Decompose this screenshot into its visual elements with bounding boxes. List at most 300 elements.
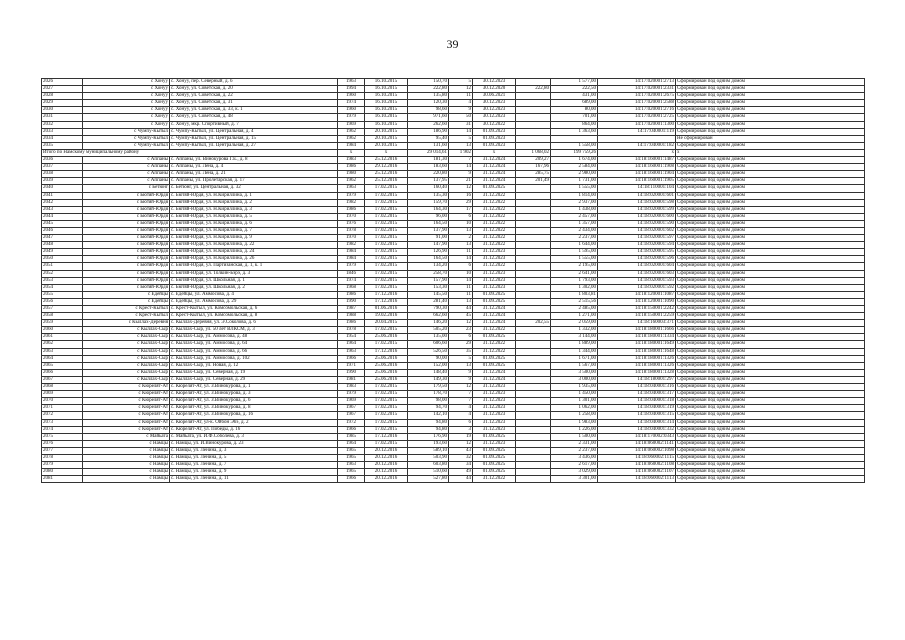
land-area-cell: 1 731,00 (551, 178, 598, 185)
land-area-cell: 1 357,00 (551, 220, 598, 227)
land-area-cell: 1 674,00 (551, 157, 598, 164)
cadastral-number-cell: 14:17:020001:2725 (598, 114, 676, 121)
planned-date-cell: 31.12.2022 (473, 213, 516, 220)
cadastral-number-cell: 14:17:040001:182 (598, 142, 676, 149)
area-cell: 94,80 (408, 426, 449, 433)
table-row (42, 277, 865, 284)
row-number-cell: 2045 (42, 220, 83, 227)
planned-date-cell: 31.12.2023 (473, 284, 516, 291)
table-row (42, 447, 865, 454)
residents-cell: 17 (449, 206, 473, 213)
residents-cell: 7 (449, 391, 473, 398)
address-cell: с. Кыллах-Сыр, ул. Аммосова, д. 102 (170, 355, 338, 362)
resettled-area-cell (516, 128, 551, 135)
land-area-cell: 1 438,00 (551, 206, 598, 213)
resettled-area-cell (516, 270, 551, 277)
planned-date-cell: 31.12.2022 (473, 192, 516, 199)
row-number-cell: 2047 (42, 235, 83, 242)
land-area-cell: 1 983,00 (551, 419, 598, 426)
settlement-cell: с Бютяй-Юрдя (83, 192, 170, 199)
area-cell: 153,30 (408, 284, 449, 291)
cadastral-number-cell: 14:18:160001:1908 (598, 164, 676, 171)
residents-cell: 29 (449, 199, 473, 206)
planned-date-cell: 31.12.2022 (473, 220, 516, 227)
resettled-area-cell (516, 79, 551, 86)
cadastral-number-cell: 14:18:020001:590 (598, 220, 676, 227)
year-built-cell: 1970 (338, 213, 365, 220)
residents-cell: 34 (449, 462, 473, 469)
year-built-cell: 1965 (338, 447, 365, 454)
address-cell: с. Кюрелят-Ат, ул. З.Винокурова, д. 3 (170, 391, 338, 398)
table-row (42, 376, 865, 383)
table-row (42, 398, 865, 405)
land-area-cell: 2 980,00 (551, 171, 598, 178)
land-area-cell: 1 555,00 (551, 256, 598, 263)
row-number-cell: 2060 (42, 327, 83, 334)
year-built-cell: 1983 (338, 157, 365, 164)
land-area-cell: 1 793,00 (551, 277, 598, 284)
settlement-cell: с Кыллах-Сыр (83, 341, 170, 348)
resettled-area-cell (516, 426, 551, 433)
land-area-cell: 2 195,00 (551, 263, 598, 270)
table-row (42, 433, 865, 440)
planned-date-cell: 31.12.2022 (473, 476, 516, 483)
land-area-cell: 2 584,00 (551, 164, 598, 171)
resettled-area-cell (516, 462, 551, 469)
land-area-cell: 1 567,00 (551, 362, 598, 369)
address-cell: с. Бютяй-Юрдя, ул. Толкин-Бэрэ, д. 3 (170, 270, 338, 277)
cadastral-number-cell: 14:18:020001:601 (598, 192, 676, 199)
residents-cell: 4 (449, 405, 473, 412)
resettled-area-cell (516, 313, 551, 320)
residents-cell: 7 (449, 398, 473, 405)
year-built-cell: 1984 (338, 249, 365, 256)
cadastral-number-cell: 14:18:060002:1141 (598, 440, 676, 447)
table-row (42, 334, 865, 341)
resettled-area-cell (516, 192, 551, 199)
table-row (42, 93, 865, 100)
address-cell: с. Бетюнг, ул. Центральная, д. 32 (170, 185, 338, 192)
land-area-cell: 3 301,00 (551, 476, 598, 483)
date-recognized-cell: 16.10.2015 (365, 100, 408, 107)
land-status-cell: Сформирован под одним домом (676, 462, 865, 469)
date-recognized-cell: 17.02.2015 (365, 384, 408, 391)
table-row (42, 79, 865, 86)
cadastral-number-cell: 14:18:020001:595 (598, 249, 676, 256)
settlement-cell: с Намцы (83, 469, 170, 476)
land-area-cell: 864,00 (551, 121, 598, 128)
address-cell: с. Хонуу, ул. Советская, д. 20 (170, 86, 338, 93)
row-number-cell: 2068 (42, 384, 83, 391)
settlement-cell: с Намцы (83, 440, 170, 447)
settlement-cell: с Намцы (83, 462, 170, 469)
row-number-cell: 2063 (42, 348, 83, 355)
area-cell: 90,00 (408, 355, 449, 362)
address-cell: с. Майьата, ул. И.Ф.Соболева, д. 3 (170, 433, 338, 440)
address-cell: с. Бютяй-Юрдя, ул. Н.Кириллина, д. 22 (170, 242, 338, 249)
date-recognized-cell: 20.12.2016 (365, 469, 408, 476)
residents-cell: 12 (449, 320, 473, 327)
row-number-cell: 2040 (42, 185, 83, 192)
resettled-area-cell: 222,80 (516, 86, 551, 93)
area-cell: 29 014,61 (408, 149, 449, 156)
resettled-area-cell (516, 277, 551, 284)
resettled-area-cell (516, 419, 551, 426)
cadastral-number-cell: 14:18:040001:319 (598, 405, 676, 412)
date-recognized-cell: 17.02.2015 (365, 256, 408, 263)
land-status-cell: Сформирован под одним домом (676, 405, 865, 412)
residents-cell: 13 (449, 298, 473, 305)
address-cell: с. Кюрелят-Ат, ул. З.Винокурова, д. 8 (170, 405, 338, 412)
planned-date-cell: 31.12.2022 (473, 242, 516, 249)
row-number-cell: 2056 (42, 298, 83, 305)
planned-date-cell: 30.12.2023 (473, 114, 516, 121)
year-built-cell: 1954 (338, 334, 365, 341)
area-cell: 131,60 (408, 142, 449, 149)
planned-date-cell: 01.09.2025 (473, 447, 516, 454)
settlement-cell: с Аппаны (83, 157, 170, 164)
residents-cell: 9 (449, 376, 473, 383)
year-built-cell: 1965 (338, 469, 365, 476)
planned-date-cell: 31.12.2022 (473, 235, 516, 242)
year-built-cell: 1966 (338, 476, 365, 483)
address-cell: с. Кюрелят-Ат, ул. З.Винокурова, д. 6 (170, 398, 338, 405)
address-cell: с. Бютяй-Юрдя, ул. Н.Кириллина, д. 24 (170, 249, 338, 256)
planned-date-cell: 01.09.2025 (473, 334, 516, 341)
land-status-cell: Сформирован под одним домом (676, 235, 865, 242)
date-recognized-cell: 17.02.2015 (365, 426, 408, 433)
settlement-cell: с Бютяй-Юрдя (83, 227, 170, 234)
address-cell: с. Чумпу-Кытыл, ул. Центральная, д. 27 (170, 142, 338, 149)
address-cell: с. Чумпу-Кытыл, ул. Центральная, д. 4 (170, 128, 338, 135)
resettled-area-cell (516, 121, 551, 128)
area-cell: 606,60 (408, 341, 449, 348)
table-row (42, 469, 865, 476)
planned-date-cell: 31.12.2023 (473, 256, 516, 263)
year-built-cell: 1960 (338, 107, 365, 114)
area-cell: 137,90 (408, 227, 449, 234)
residents-cell: 9 (449, 369, 473, 376)
residents-cell: 12 (449, 86, 473, 93)
area-cell: 160,40 (408, 185, 449, 192)
date-recognized-cell: 17.02.2015 (365, 284, 408, 291)
land-status-cell: Сформирован под одним домом (676, 313, 865, 320)
cadastral-number-cell: х (598, 149, 676, 156)
year-built-cell: 1986 (338, 206, 365, 213)
land-area-cell: 199 759,26 (551, 149, 598, 156)
land-area-cell: 222,50 (551, 86, 598, 93)
land-status-cell: Сформирован под одним домом (676, 320, 865, 327)
cadastral-number-cell: 14:18:040001:317 (598, 391, 676, 398)
land-area-cell: 2 515,56 (551, 298, 598, 305)
settlement-cell: с Намцы (83, 476, 170, 483)
area-cell: 96,00 (408, 213, 449, 220)
area-cell: 94,70 (408, 405, 449, 412)
settlement-cell: с Бютяй-Юрдя (83, 206, 170, 213)
settlement-cell: с Хонуу (83, 107, 170, 114)
row-number-cell: 2055 (42, 291, 83, 298)
residents-cell: 11 (449, 249, 473, 256)
year-built-cell: 1987 (338, 306, 365, 313)
address-cell: с. Хонуу, ул. Советская, д. 31 (170, 100, 338, 107)
date-recognized-cell: 17.02.2015 (365, 199, 408, 206)
settlement-cell: с Кыллах-Сыр (83, 348, 170, 355)
residents-cell: 12 (449, 384, 473, 391)
row-number-cell: 2044 (42, 213, 83, 220)
year-built-cell: 1969 (338, 121, 365, 128)
resettled-area-cell (516, 199, 551, 206)
cadastral-number-cell: 14:17:020001:2588 (598, 100, 676, 107)
residents-cell: 21 (449, 178, 473, 185)
table-row (42, 164, 865, 171)
area-cell: 150,70 (408, 79, 449, 86)
date-recognized-cell: 20.10.2015 (365, 128, 408, 135)
planned-date-cell: 31.12.2022 (473, 199, 516, 206)
date-recognized-cell: 20.10.2015 (365, 135, 408, 142)
residents-cell: 13 (449, 227, 473, 234)
row-number-cell: 2074 (42, 426, 83, 433)
land-area-cell: 2 641,00 (551, 270, 598, 277)
land-area-cell: 1 814,00 (551, 192, 598, 199)
residents-cell: 12 (449, 185, 473, 192)
resettled-area-cell (516, 341, 551, 348)
date-recognized-cell: 20.04.2015 (365, 320, 408, 327)
settlement-cell: с Хонуу (83, 100, 170, 107)
land-status-cell: Сформирован под одним домом (676, 100, 865, 107)
residents-cell: 32 (449, 454, 473, 461)
cadastral-number-cell: 14:17:020001:1300 (598, 121, 676, 128)
date-recognized-cell: 20.10.2015 (365, 142, 408, 149)
address-cell: с. Кыллах-Сыр, ул. Аммосова, д. 64 (170, 341, 338, 348)
table-row (42, 206, 865, 213)
land-status-cell: Сформирован под одним домом (676, 469, 865, 476)
address-cell: с. Кюрелят-Ат, ул. Победы, д. 16 (170, 426, 338, 433)
cadastral-number-cell: 14:18:020001:592 (598, 284, 676, 291)
table-row (42, 263, 865, 270)
date-recognized-cell: 17.12.2016 (365, 291, 408, 298)
settlement-cell: с Чумпу-Кытыл (83, 142, 170, 149)
planned-date-cell: 31.12.2024 (473, 313, 516, 320)
land-status-cell: Сформирован под одним домом (676, 164, 865, 171)
land-status-cell: Сформирован под одним домом (676, 114, 865, 121)
cadastral-number-cell: 14:17:020001:2713 (598, 79, 676, 86)
settlement-cell: с Кюрелят-Ат (83, 384, 170, 391)
planned-date-cell: 31.12.2024 (473, 376, 516, 383)
area-cell: 505,20 (408, 327, 449, 334)
area-cell: 176,90 (408, 433, 449, 440)
cadastral-number-cell: 14:18:160003:371 (598, 320, 676, 327)
resettled-area-cell (516, 242, 551, 249)
address-cell: с. Бютяй-Юрдя, ул. Н.Кириллина, д. 26 (170, 256, 338, 263)
settlement-cell: с Бютяй-Юрдя (83, 263, 170, 270)
year-built-cell: 1970 (338, 235, 365, 242)
residents-cell: 11 (449, 291, 473, 298)
date-recognized-cell: 17.02.2015 (365, 192, 408, 199)
resettled-area-cell (516, 284, 551, 291)
cadastral-number-cell: 14:18:180001:1649 (598, 341, 676, 348)
table-row (42, 107, 865, 114)
date-recognized-cell: 25.06.2016 (365, 355, 408, 362)
table-row (42, 298, 865, 305)
settlement-cell: с Аппаны (83, 171, 170, 178)
cadastral-number-cell: 14:18:120001:1090 (598, 298, 676, 305)
residents-cell: 6 (449, 419, 473, 426)
settlement-cell: с Кюрелят-Ат (83, 405, 170, 412)
date-recognized-cell: 17.12.2016 (365, 348, 408, 355)
cadastral-number-cell: 14:18:170002:0343 (598, 433, 676, 440)
date-recognized-cell: 20.12.2016 (365, 447, 408, 454)
land-status-cell: Сформирован под одним домом (676, 263, 865, 270)
address-cell: с. Кюрелят-Ат, ул-к. Ойбон Эбэ, д. 2 (170, 419, 338, 426)
resettled-area-cell (516, 433, 551, 440)
settlement-cell: с Крест-Кытыл (83, 313, 170, 320)
table-row (42, 462, 865, 469)
residents-cell: 5 (449, 355, 473, 362)
area-cell: 662,60 (408, 313, 449, 320)
date-recognized-cell: 17.12.2016 (365, 433, 408, 440)
land-status-cell: Сформирован под одним домом (676, 79, 865, 86)
address-cell: с. Крест-Кытыл, ул. Комсомольская, д. 6 (170, 306, 338, 313)
cadastral-number-cell: 14:18:160001:1905 (598, 178, 676, 185)
cadastral-number-cell: 14:18:180001:1334 (598, 334, 676, 341)
year-built-cell: 1985 (338, 433, 365, 440)
land-status-cell: Сформирован под одним домом (676, 107, 865, 114)
cadastral-number-cell: 14:18:040001:316 (598, 384, 676, 391)
planned-date-cell: 31.12.2023 (473, 391, 516, 398)
settlement-cell: с Кыллах-Сыр (83, 327, 170, 334)
year-built-cell: 1988 (338, 313, 365, 320)
land-area-cell: 2 617,00 (551, 462, 598, 469)
resettled-area-cell: 1 068,02 (516, 149, 551, 156)
row-number-cell: 2049 (42, 249, 83, 256)
year-built-cell: 1963 (338, 185, 365, 192)
cadastral-number-cell: 14:18:040001:314 (598, 419, 676, 426)
date-recognized-cell: 25.06.2016 (365, 369, 408, 376)
land-status-cell: Сформирован под одним домом (676, 419, 865, 426)
page-number: 39 (446, 37, 459, 51)
date-recognized-cell: 17.02.2015 (365, 341, 408, 348)
year-built-cell: 1981 (338, 376, 365, 383)
row-number-cell: 2075 (42, 433, 83, 440)
housing-registry-table (41, 78, 865, 483)
land-status-cell: Сформирован под одним домом (676, 128, 865, 135)
land-area-cell: 1 555,00 (551, 185, 598, 192)
area-cell: 157,90 (408, 277, 449, 284)
land-status-cell: Сформирован под одним домом (676, 277, 865, 284)
row-number-cell: 2073 (42, 419, 83, 426)
year-built-cell: 1976 (338, 220, 365, 227)
land-area-cell: 1 258,00 (551, 412, 598, 419)
table-row (42, 185, 865, 192)
land-area-cell: 1 558,00 (551, 142, 598, 149)
planned-date-cell: 31.12.2022 (473, 348, 516, 355)
year-built-cell: 1990 (338, 298, 365, 305)
year-built-cell: 1982 (338, 199, 365, 206)
table-row (42, 405, 865, 412)
row-number-cell: 2028 (42, 93, 83, 100)
cadastral-number-cell: 14:18:150001:2259 (598, 313, 676, 320)
land-area-cell: 431,00 (551, 93, 598, 100)
row-number-cell: 2069 (42, 391, 83, 398)
land-status-cell: Сформирован под одним домом (676, 355, 865, 362)
date-recognized-cell: 20.12.2016 (365, 476, 408, 483)
date-recognized-cell: 17.02.2015 (365, 213, 408, 220)
row-number-cell: 2057 (42, 306, 83, 313)
land-area-cell: 2 331,00 (551, 440, 598, 447)
land-status-cell: Сформирован под одним домом (676, 227, 865, 234)
settlement-cell: с Хонуу (83, 79, 170, 86)
residents-cell: 6 (449, 334, 473, 341)
year-built-cell: 1962 (338, 178, 365, 185)
area-cell: 149,30 (408, 376, 449, 383)
land-status-cell: Сформирован под одним домом (676, 440, 865, 447)
date-recognized-cell: 17.02.2015 (365, 419, 408, 426)
land-area-cell: 2 059,00 (551, 320, 598, 327)
address-cell: с. Бютяй-Юрдя, ул. Н.Кириллина, д. 9 (170, 235, 338, 242)
planned-date-cell: 31.12.2024 (473, 171, 516, 178)
area-cell: 95,40 (408, 135, 449, 142)
year-built-cell: 1986 (338, 320, 365, 327)
area-cell: 510,60 (408, 469, 449, 476)
land-status-cell: х (676, 149, 865, 156)
row-number-cell: 2079 (42, 462, 83, 469)
address-cell: с. Кыллах-Деревня, ул. Э.Соколова, д. 6 (170, 320, 338, 327)
land-status-cell: Сформирован под одним домом (676, 334, 865, 341)
cadastral-number-cell: 14:18:040001:315 (598, 412, 676, 419)
cadastral-number-cell: 14:18:020001:593 (598, 277, 676, 284)
area-cell: 193,60 (408, 440, 449, 447)
year-built-cell: 1966 (338, 426, 365, 433)
date-recognized-cell: 25.12.2016 (365, 171, 408, 178)
area-cell: 262,60 (408, 121, 449, 128)
table-row (42, 270, 865, 277)
year-built-cell: 1966 (338, 355, 365, 362)
row-number-cell: 2080 (42, 469, 83, 476)
date-recognized-cell: 25.12.2016 (365, 178, 408, 185)
table-row (42, 142, 865, 149)
area-cell: 186,90 (408, 128, 449, 135)
resettled-area-cell (516, 362, 551, 369)
address-cell: с. Бютяй-Юрдя, ул. Н.Кириллина, д. 3 (170, 206, 338, 213)
cadastral-number-cell: 14:18:020001:603 (598, 270, 676, 277)
residents-cell: 14 (449, 277, 473, 284)
planned-date-cell: 31.12.2023 (473, 270, 516, 277)
land-area-cell: 1 803,81 (551, 291, 598, 298)
land-area-cell: 1 062,00 (551, 405, 598, 412)
row-number-cell: 2031 (42, 114, 83, 121)
table-row (42, 178, 865, 185)
resettled-area-cell: 202,55 (516, 320, 551, 327)
area-cell: 135,80 (408, 93, 449, 100)
settlement-cell: с Намцы (83, 447, 170, 454)
residents-cell: 2 (449, 235, 473, 242)
cadastral-number-cell: 14:17:020001:2331 (598, 86, 676, 93)
address-cell: с. Кюрелят-Ат, ул. З.Винокурова, д. 1 (170, 384, 338, 391)
year-built-cell: 1974 (338, 100, 365, 107)
cadastral-number-cell: 14:18:040001:318 (598, 398, 676, 405)
year-built-cell: 1979 (338, 192, 365, 199)
residents-cell: 13 (449, 242, 473, 249)
area-cell: 222,80 (408, 86, 449, 93)
cadastral-number-cell: 14:17:040001:119 (598, 128, 676, 135)
residents-cell: 31 (449, 121, 473, 128)
settlement-cell: с Бютяй-Юрдя (83, 256, 170, 263)
year-built-cell: 1971 (338, 362, 365, 369)
date-recognized-cell: 17.02.2015 (365, 263, 408, 270)
planned-date-cell: 31.12.2024 (473, 369, 516, 376)
land-area-cell: 2 457,00 (551, 213, 598, 220)
area-cell: 94,80 (408, 419, 449, 426)
